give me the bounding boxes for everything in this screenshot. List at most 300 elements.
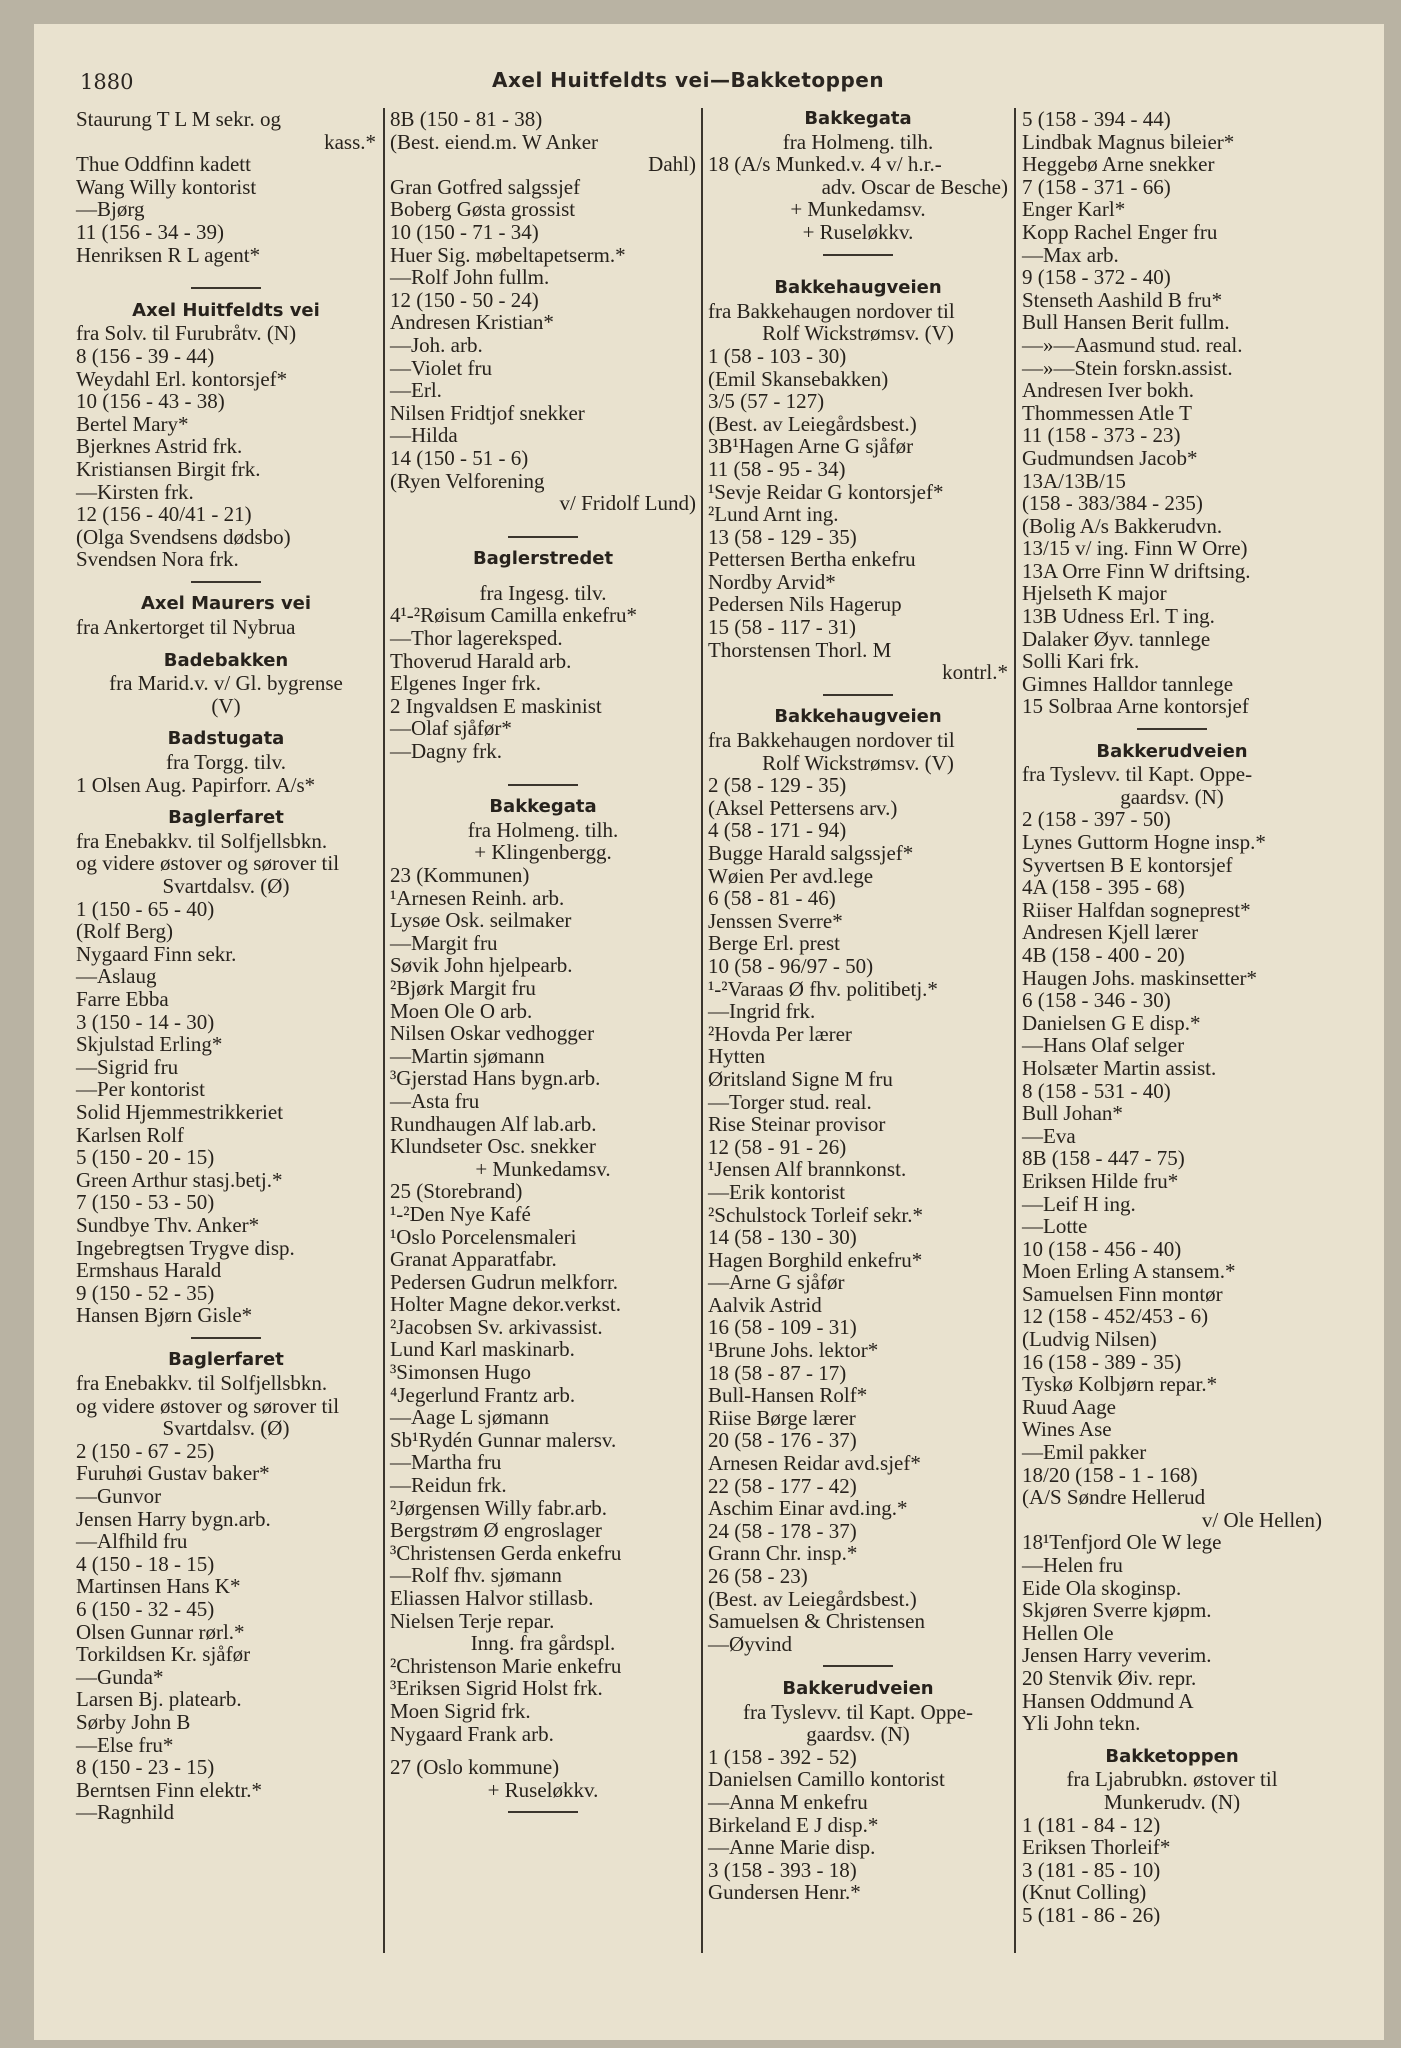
directory-entry: Martinsen Hans K*	[76, 1574, 241, 1599]
section-divider	[1022, 718, 1322, 741]
directory-entry: 6 (150 - 32 - 45)	[76, 1597, 215, 1621]
directory-entry: 11 (58 - 95 - 34)	[708, 456, 846, 481]
directory-entry: Gudmundsen Jacob*	[1022, 445, 1198, 470]
directory-entry: Jenssen Sverre*	[708, 908, 843, 933]
directory-entry: fra Tyslevv. til Kapt. Oppe-	[1022, 762, 1253, 787]
directory-entry: Inng. fra gårdspl.	[470, 1631, 616, 1656]
directory-entry: Tyskø Kolbjørn repar.*	[1022, 1372, 1218, 1397]
directory-entry: Nielsen Terje repar.	[390, 1608, 555, 1633]
section-divider	[76, 571, 376, 594]
directory-entry: 1 (150 - 65 - 40)	[76, 896, 215, 921]
directory-entry: Pettersen Bertha enkefru	[708, 547, 916, 572]
directory-entry: ¹Jensen Alf brannkonst.	[708, 1157, 907, 1182]
directory-entry: 7 (158 - 371 - 66)	[1022, 174, 1171, 199]
directory-entry: —Thor lagereksped.	[390, 626, 563, 651]
directory-entry: —»—Stein forskn.assist.	[1022, 355, 1233, 380]
directory-entry: Olsen Gunnar rørl.*	[76, 1619, 245, 1644]
directory-entry: Birkeland E J disp.*	[708, 1812, 879, 1837]
directory-entry: Farre Ebba	[76, 986, 169, 1011]
directory-entry: Gimnes Halldor tannlege	[1022, 671, 1234, 696]
directory-entry: 12 (150 - 50 - 24)	[390, 287, 539, 312]
street-heading: Bakkehaugveien	[774, 277, 942, 299]
directory-entry: Skjøren Sverre kjøpm.	[1022, 1598, 1212, 1623]
directory-entry: Holsæter Martin assist.	[1022, 1055, 1217, 1080]
spacer	[76, 266, 376, 277]
directory-entry: Elgenes Inger frk.	[390, 671, 542, 696]
directory-entry: Andresen Iver bokh.	[1022, 378, 1195, 403]
directory-entry: Nordby Arvid*	[708, 569, 836, 594]
directory-entry: Staurung T L M sekr. og	[76, 107, 281, 131]
directory-entry: Huer Sig. møbeltapetserm.*	[390, 242, 626, 267]
directory-entry: Holter Magne dekor.verkst.	[390, 1292, 621, 1317]
directory-entry: Eriksen Hilde fru*	[1022, 1168, 1179, 1193]
spacer	[76, 796, 376, 807]
directory-entry: Bull Hansen Berit fullm.	[1022, 310, 1230, 335]
directory-entry: 3 (158 - 393 - 18)	[708, 1857, 857, 1882]
directory-entry: (Best. av Leiegårdsbest.)	[708, 1586, 917, 1611]
directory-entry: —Violet fru	[390, 355, 492, 380]
directory-entry: Pedersen Nils Hagerup	[708, 592, 902, 617]
directory-entry: Nilsen Oskar vedhogger	[390, 1021, 595, 1046]
directory-entry: —Per kontorist	[76, 1077, 205, 1102]
directory-entry: ⁴Jegerlund Frantz arb.	[390, 1382, 576, 1407]
directory-entry: 15 Solbraa Arne kontorsjef	[1022, 694, 1249, 719]
directory-entry: —Øyvind	[708, 1631, 792, 1656]
directory-entry: Weydahl Erl. kontorsjef*	[76, 366, 288, 391]
directory-entry: 11 (158 - 373 - 23)	[1022, 423, 1181, 448]
directory-entry: Skjulstad Erling*	[76, 1032, 223, 1057]
directory-column-1	[76, 108, 376, 1824]
street-heading: Baglerstredet	[472, 548, 614, 570]
directory-entry: Enger Karl*	[1022, 197, 1126, 222]
directory-entry: og videre østover og sørover til	[76, 1393, 340, 1418]
directory-entry: kass.*	[324, 129, 376, 154]
directory-entry: + Klingenbergg.	[474, 840, 612, 865]
directory-entry: (Best. av Leiegårdsbest.)	[708, 411, 917, 436]
directory-entry: 5 (150 - 20 - 15)	[76, 1145, 215, 1170]
directory-entry: —Eva	[1022, 1123, 1076, 1148]
directory-entry: —Dagny frk.	[390, 739, 502, 764]
street-heading: Axel Huitfeldts vei	[132, 299, 320, 321]
directory-entry: Hansen Bjørn Gisle*	[76, 1303, 253, 1328]
directory-entry: —Asta fru	[390, 1088, 480, 1113]
directory-entry: 16 (58 - 109 - 31)	[708, 1315, 857, 1340]
directory-entry: ¹Arnesen Reinh. arb.	[390, 885, 565, 910]
directory-entry: Nygaard Frank arb.	[390, 1721, 554, 1746]
directory-entry: Kristiansen Birgit frk.	[76, 456, 261, 481]
directory-entry: Sundbye Thv. Anker*	[76, 1212, 260, 1237]
directory-entry: Søvik John hjelpearb.	[390, 953, 573, 978]
directory-entry: —Emil pakker	[1022, 1440, 1147, 1465]
directory-entry: Solli Kari frk.	[1022, 649, 1140, 674]
directory-entry: Klundseter Osc. snekker	[390, 1134, 596, 1159]
directory-entry: —Kirsten frk.	[76, 479, 194, 504]
directory-entry: + Ruseløkkv.	[487, 1777, 599, 1802]
spacer	[390, 763, 696, 774]
directory-entry: —Hilda	[390, 423, 458, 448]
directory-entry: Ingebregtsen Trygve disp.	[76, 1235, 295, 1260]
directory-entry: Grann Chr. insp.*	[708, 1541, 858, 1566]
directory-entry: 23 (Kommunen)	[390, 863, 530, 887]
directory-entry: Pedersen Gudrun melkforr.	[390, 1269, 619, 1294]
directory-entry: Bertel Mary*	[76, 411, 189, 436]
directory-entry: —Arne G sjåfør	[708, 1270, 845, 1295]
directory-entry: 1 Olsen Aug. Papirforr. A/s*	[76, 772, 316, 797]
directory-entry: Samuelsen & Christensen	[708, 1609, 925, 1634]
directory-entry: Svartdalsv. (Ø)	[162, 874, 290, 898]
street-heading: Axel Maurers vei	[140, 593, 312, 615]
directory-entry: Gran Gotfred salgssjef	[390, 174, 581, 199]
directory-entry: Ermshaus Harald	[76, 1258, 222, 1283]
directory-entry: Eide Ola skoginsp.	[1022, 1575, 1182, 1600]
street-heading: Baglerfaret	[168, 1349, 284, 1371]
directory-entry: —Anna M enkefru	[708, 1789, 868, 1814]
directory-entry: fra Ljabrubkn. østover til	[1066, 1767, 1278, 1792]
directory-entry: —Martha fru	[390, 1450, 502, 1475]
directory-entry: Jensen Harry bygn.arb.	[76, 1506, 271, 1531]
directory-entry: 18 (58 - 87 - 17)	[708, 1360, 847, 1385]
directory-entry: Dahl)	[648, 152, 696, 177]
directory-entry: (Rolf Berg)	[76, 919, 174, 944]
directory-entry: —Anne Marie disp.	[708, 1835, 876, 1860]
directory-entry: Lindbak Magnus bileier*	[1022, 129, 1235, 154]
directory-entry: —Reidun frk.	[390, 1473, 507, 1498]
page-title: Axel Huitfeldts vei—Bakketoppen	[492, 68, 885, 92]
directory-entry: adv. Oscar de Besche)	[821, 174, 1008, 199]
section-divider	[76, 1327, 376, 1350]
directory-entry: Hansen Oddmund A	[1022, 1688, 1194, 1713]
spacer	[76, 717, 376, 728]
directory-entry: —Lotte	[1022, 1214, 1088, 1239]
directory-entry: —Joh. arb.	[390, 332, 483, 357]
directory-entry: —Gunda*	[76, 1664, 164, 1689]
street-heading: Bakkerudveien	[782, 1677, 934, 1699]
directory-entry: 5 (181 - 86 - 26)	[1022, 1902, 1161, 1927]
directory-entry: —Martin sjømann	[390, 1043, 545, 1068]
directory-entry: —Rolf John fullm.	[390, 265, 550, 290]
directory-entry: 18 (A/s Munked.v. 4 v/ h.r.-	[708, 152, 942, 177]
directory-entry: 12 (156 - 40/41 - 21)	[76, 502, 252, 527]
directory-entry: Aalvik Astrid	[708, 1292, 822, 1317]
directory-entry: 25 (Storebrand)	[390, 1179, 523, 1204]
directory-entry: Granat Apparatfabr.	[390, 1247, 557, 1272]
section-divider	[708, 244, 1008, 267]
directory-entry: —Gunvor	[76, 1484, 162, 1509]
spacer	[390, 515, 696, 526]
directory-entry: —Aage L sjømann	[390, 1405, 550, 1430]
directory-entry: fra Bakkehaugen nordover til	[708, 728, 955, 753]
directory-entry: —Erl.	[390, 378, 442, 403]
directory-entry: Syvertsen B E kontorsjef	[1022, 852, 1233, 877]
directory-entry: 8B (150 - 81 - 38)	[390, 107, 543, 131]
directory-entry: Stenseth Aashild B fru*	[1022, 287, 1223, 312]
directory-entry: 14 (150 - 51 - 6)	[390, 445, 529, 470]
directory-entry: Aschim Einar avd.ing.*	[708, 1496, 908, 1521]
directory-entry: Nilsen Fridtjof snekker	[390, 400, 585, 425]
section-divider	[76, 277, 376, 300]
directory-entry: v/ Ole Hellen)	[1201, 1507, 1322, 1532]
directory-entry: Bjerknes Astrid frk.	[76, 434, 243, 459]
directory-entry: (Aksel Pettersens arv.)	[708, 795, 898, 820]
directory-entry: Thue Oddfinn kadett	[76, 152, 251, 177]
page-number: 1880	[80, 70, 134, 94]
directory-entry: (Knut Colling)	[1022, 1880, 1147, 1905]
directory-entry: 4 (150 - 18 - 15)	[76, 1551, 215, 1576]
directory-entry: 20 Stenvik Øiv. repr.	[1022, 1665, 1197, 1690]
directory-entry: fra Ankertorget til Nybrua	[76, 615, 296, 640]
directory-entry: Riiser Halfdan sogneprest*	[1022, 897, 1251, 922]
street-heading: Baglerfaret	[168, 807, 284, 829]
directory-entry: (V)	[211, 693, 241, 718]
directory-entry: Karlsen Rolf	[76, 1122, 184, 1147]
street-heading: Bakkegata	[804, 108, 912, 129]
street-heading: Bakketoppen	[1105, 1745, 1239, 1767]
directory-entry: ²Lund Arnt ing.	[708, 502, 839, 527]
street-heading: Badebakken	[163, 649, 289, 671]
directory-entry: gaardsv. (N)	[1120, 784, 1224, 809]
directory-entry: 6 (158 - 346 - 30)	[1022, 988, 1171, 1013]
directory-entry: Green Arthur stasj.betj.*	[76, 1167, 283, 1192]
directory-entry: Gundersen Henr.*	[708, 1880, 861, 1905]
directory-entry: 2 (158 - 397 - 50)	[1022, 807, 1171, 832]
directory-entry: 9 (158 - 372 - 40)	[1022, 265, 1171, 290]
section-divider	[390, 526, 696, 549]
directory-entry: —Else fru*	[76, 1732, 174, 1757]
directory-entry: —Alfhild fru	[76, 1529, 188, 1554]
section-divider	[390, 1801, 696, 1824]
directory-entry: + Munkedamsv.	[475, 1156, 611, 1181]
directory-entry: + Munkedamsv.	[790, 197, 926, 222]
directory-entry: Hagen Borghild enkefru*	[708, 1247, 923, 1272]
directory-entry: Arnesen Reidar avd.sjef*	[708, 1451, 921, 1476]
directory-entry: —Aslaug	[76, 964, 157, 989]
directory-entry: Lund Karl maskinarb.	[390, 1337, 575, 1362]
directory-entry: —Olaf sjåfør*	[390, 716, 512, 741]
directory-entry: ¹-²Varaas Ø fhv. politibetj.*	[708, 976, 938, 1001]
directory-entry: Bugge Harald salgssjef*	[708, 841, 914, 865]
directory-entry: fra Ingesg. tilv.	[479, 580, 607, 605]
directory-entry: (Olga Svendsens dødsbo)	[76, 524, 291, 549]
directory-entry: 27 (Oslo kommune)	[390, 1755, 560, 1780]
directory-entry: v/ Fridolf Lund)	[559, 491, 696, 516]
directory-entry: kontrl.*	[942, 660, 1008, 685]
directory-entry: Svartdalsv. (Ø)	[162, 1416, 290, 1441]
directory-entry: 2 (150 - 67 - 25)	[76, 1438, 215, 1463]
directory-entry: 3 (150 - 14 - 30)	[76, 1009, 215, 1034]
directory-entry: 1 (58 - 103 - 30)	[708, 343, 847, 368]
directory-entry: Andresen Kjell lærer	[1022, 920, 1199, 945]
spacer	[1022, 1735, 1322, 1746]
directory-entry: ²Christenson Marie enkefru	[390, 1653, 622, 1678]
directory-entry: 8B (158 - 447 - 75)	[1022, 1146, 1185, 1171]
directory-entry: 2 Ingvaldsen E maskinist	[390, 693, 602, 718]
directory-entry: ³Gjerstad Hans bygn.arb.	[390, 1066, 601, 1091]
directory-entry: Hjelseth K major	[1022, 581, 1167, 606]
directory-entry: Samuelsen Finn montør	[1022, 1281, 1223, 1306]
spacer	[708, 266, 1008, 277]
directory-entry: 4¹-²Røisum Camilla enkefru*	[390, 603, 638, 628]
directory-entry: Thoverud Harald arb.	[390, 648, 572, 673]
directory-entry: 12 (158 - 452/453 - 6)	[1022, 1304, 1209, 1329]
directory-entry: Hellen Ole	[1022, 1620, 1114, 1645]
directory-entry: og videre østover og sørover til	[76, 851, 340, 876]
directory-entry: Jensen Harry veverim.	[1022, 1643, 1212, 1668]
directory-entry: —Helen fru	[1022, 1553, 1123, 1577]
section-divider	[390, 774, 696, 797]
directory-entry: Munkerudv. (N)	[1103, 1789, 1241, 1814]
directory-entry: 13A/13B/15	[1022, 468, 1126, 493]
directory-entry: Nygaard Finn sekr.	[76, 941, 237, 966]
directory-entry: ¹Sevje Reidar G kontorsjef*	[708, 479, 944, 504]
directory-entry: —Torger stud. real.	[708, 1089, 872, 1114]
directory-entry: Eriksen Thorleif*	[1022, 1835, 1171, 1860]
directory-entry: Thorstensen Thorl. M	[708, 637, 892, 662]
directory-entry: 18¹Tenfjord Ole W lege	[1022, 1530, 1222, 1555]
directory-entry: 16 (158 - 389 - 35)	[1022, 1349, 1182, 1374]
directory-entry: 12 (58 - 91 - 26)	[708, 1134, 847, 1159]
directory-entry: 6 (58 - 81 - 46)	[708, 886, 836, 911]
directory-entry: fra Tyslevv. til Kapt. Oppe-	[742, 1699, 974, 1724]
directory-entry: Rundhaugen Alf lab.arb.	[390, 1111, 597, 1136]
street-heading: Badstugata	[167, 728, 285, 750]
directory-entry: Henriksen R L agent*	[76, 242, 261, 267]
directory-entry: Hytten	[708, 1044, 766, 1069]
directory-entry: Boberg Gøsta grossist	[390, 197, 576, 222]
directory-entry: Yli John tekn.	[1022, 1711, 1141, 1736]
directory-entry: 1 (158 - 392 - 52)	[708, 1744, 857, 1769]
directory-entry: 4 (58 - 171 - 94)	[708, 818, 847, 843]
directory-entry: —Bjørg	[76, 197, 145, 222]
directory-entry: Svendsen Nora frk.	[76, 547, 239, 572]
street-heading: Bakkehaugveien	[774, 706, 942, 728]
directory-entry: ³Eriksen Sigrid Holst frk.	[390, 1676, 603, 1701]
directory-entry: Berge Erl. prest	[708, 931, 840, 956]
directory-entry: —Max arb.	[1022, 242, 1119, 267]
directory-entry: Bull Johan*	[1022, 1101, 1123, 1126]
directory-entry: 10 (150 - 71 - 34)	[390, 219, 539, 244]
directory-entry: (A/S Søndre Hellerud	[1022, 1485, 1206, 1510]
directory-entry: Sørby John B	[76, 1709, 191, 1734]
directory-entry: Haugen Johs. maskinsetter*	[1022, 965, 1258, 990]
directory-entry: —»—Aasmund stud. real.	[1022, 332, 1243, 357]
directory-entry: Sb¹Rydén Gunnar malersv.	[390, 1427, 617, 1452]
section-divider	[708, 684, 1008, 707]
directory-entry: Øritsland Signe M fru	[708, 1066, 893, 1091]
directory-entry: Riise Børge lærer	[708, 1405, 856, 1430]
directory-entry: Thommessen Atle T	[1022, 400, 1192, 425]
directory-entry: 5 (158 - 394 - 44)	[1022, 107, 1171, 131]
column-divider	[701, 108, 703, 1953]
directory-entry: ¹Brune Johs. lektor*	[708, 1338, 879, 1363]
directory-entry: 10 (156 - 43 - 38)	[76, 389, 225, 414]
directory-column-3	[708, 108, 1008, 1904]
directory-entry: 18/20 (158 - 1 - 168)	[1022, 1462, 1198, 1487]
directory-entry: Bergstrøm Ø engroslager	[390, 1518, 602, 1543]
directory-entry: Danielsen Camillo kontorist	[708, 1767, 945, 1792]
directory-entry: fra Holmeng. tilh.	[467, 817, 619, 842]
directory-entry: ²Bjørk Margit fru	[390, 975, 536, 1000]
directory-column-4	[1022, 108, 1322, 1927]
directory-entry: Ruud Aage	[1022, 1394, 1116, 1419]
directory-entry: —Rolf fhv. sjømann	[390, 1563, 562, 1588]
directory-entry: 24 (58 - 178 - 37)	[708, 1518, 857, 1543]
directory-entry: 8 (158 - 531 - 40)	[1022, 1078, 1171, 1103]
directory-entry: 9 (150 - 52 - 35)	[76, 1280, 215, 1305]
directory-entry: Kopp Rachel Enger fru	[1022, 219, 1218, 244]
directory-column-2	[390, 108, 696, 1824]
directory-entry: ³Simonsen Hugo	[390, 1360, 532, 1385]
directory-entry: fra Enebakkv. til Solfjellsbkn.	[76, 828, 328, 853]
directory-entry: fra Enebakkv. til Solfjellsbkn.	[76, 1371, 328, 1396]
directory-entry: —Sigrid fru	[76, 1054, 179, 1079]
directory-entry: fra Marid.v. v/ Gl. bygrense	[109, 671, 343, 696]
directory-entry: 10 (158 - 456 - 40)	[1022, 1236, 1182, 1261]
directory-entry: Rise Steinar provisor	[708, 1112, 886, 1137]
directory-entry: Wines Ase	[1022, 1417, 1112, 1442]
directory-entry: Rolf Wickstrømsv. (V)	[762, 321, 954, 346]
directory-entry: (Best. eiend.m. W Anker	[390, 129, 599, 154]
directory-entry: (Emil Skansebakken)	[708, 366, 889, 391]
directory-entry: 4A (158 - 395 - 68)	[1022, 875, 1185, 900]
directory-entry: —Hans Olaf selger	[1022, 1033, 1185, 1058]
directory-entry: gaardsv. (N)	[806, 1722, 910, 1747]
directory-entry: Berntsen Finn elektr.*	[76, 1777, 263, 1802]
directory-entry: Wang Willy kontorist	[76, 174, 257, 199]
directory-entry: 3 (181 - 85 - 10)	[1022, 1857, 1161, 1882]
column-divider	[383, 108, 385, 1953]
directory-entry: ³Christensen Gerda enkefru	[390, 1540, 622, 1565]
directory-entry: (Ludvig Nilsen)	[1022, 1327, 1157, 1352]
directory-entry: 10 (58 - 96/97 - 50)	[708, 953, 874, 978]
directory-entry: 7 (150 - 53 - 50)	[76, 1190, 215, 1215]
directory-entry: 4B (158 - 400 - 20)	[1022, 942, 1185, 967]
directory-entry: —Ragnhild	[76, 1800, 174, 1825]
directory-entry: Solid Hjemmestrikkeriet	[76, 1099, 284, 1124]
directory-entry: Larsen Bj. platearb.	[76, 1687, 242, 1712]
directory-entry: —Leif H ing.	[1022, 1191, 1136, 1216]
directory-entry: —Margit fru	[390, 930, 498, 955]
directory-entry: 13B Udness Erl. T ing.	[1022, 604, 1215, 629]
directory-entry: 8 (150 - 23 - 15)	[76, 1755, 215, 1780]
directory-entry: 8 (156 - 39 - 44)	[76, 343, 215, 368]
street-heading: Bakkegata	[489, 796, 597, 818]
directory-entry: —Erik kontorist	[708, 1179, 846, 1204]
street-heading: Bakkerudveien	[1096, 740, 1248, 762]
directory-entry: —Ingrid frk.	[708, 999, 816, 1024]
directory-entry: 11 (156 - 34 - 39)	[76, 219, 224, 244]
section-divider	[708, 1655, 1008, 1678]
directory-entry: 22 (58 - 177 - 42)	[708, 1473, 857, 1498]
directory-entry: ²Schulstock Torleif sekr.*	[708, 1202, 923, 1227]
directory-entry: ¹-²Den Nye Kafé	[390, 1201, 531, 1226]
directory-entry: Moen Erling A stansem.*	[1022, 1259, 1236, 1284]
directory-entry: Lynes Guttorm Hogne insp.*	[1022, 830, 1266, 854]
directory-entry: 3/5 (57 - 127)	[708, 389, 825, 414]
directory-entry: Danielsen G E disp.*	[1022, 1010, 1201, 1035]
directory-entry: ¹Oslo Porcelensmaleri	[390, 1224, 577, 1249]
directory-entry: Lysøe Osk. seilmaker	[390, 908, 572, 933]
directory-entry: Torkildsen Kr. sjåfør	[76, 1642, 251, 1667]
directory-entry: Eliassen Halvor stillasb.	[390, 1586, 594, 1610]
directory-entry: ²Hovda Per lærer	[708, 1021, 852, 1046]
spacer	[76, 639, 376, 650]
directory-entry: 15 (58 - 117 - 31)	[708, 615, 856, 640]
directory-entry: Heggebø Arne snekker	[1022, 152, 1215, 177]
directory-entry: Andresen Kristian*	[390, 310, 554, 335]
directory-entry: 20 (58 - 176 - 37)	[708, 1428, 857, 1453]
directory-entry: (Ryen Velforening	[390, 468, 545, 493]
directory-entry: Rolf Wickstrømsv. (V)	[762, 750, 954, 775]
